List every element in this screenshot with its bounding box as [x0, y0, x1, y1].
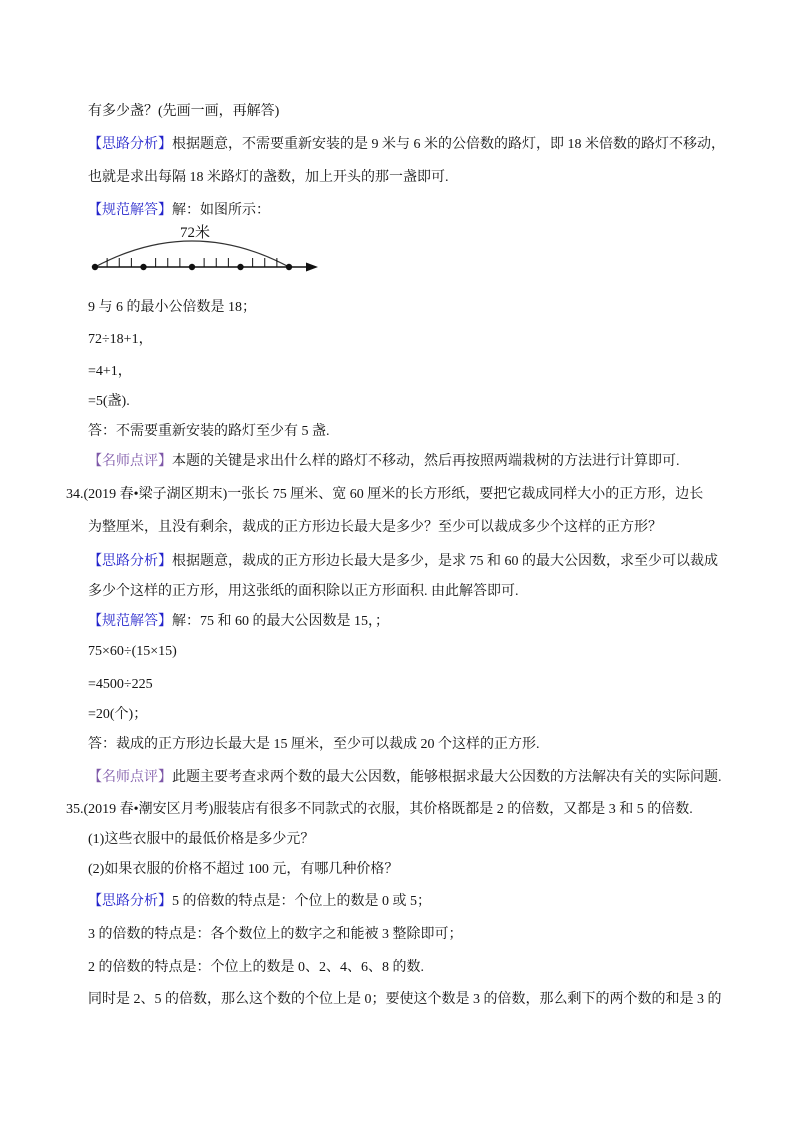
line-text: 72÷18+1，	[88, 332, 153, 347]
text-line	[88, 517, 662, 539]
text-line	[88, 451, 680, 473]
line-text: 解：75 和 60 的最大公因数是 15，；	[172, 614, 389, 629]
text-line	[88, 859, 398, 881]
line-text: 答：不需要重新安装的路灯至少有 5 盏.	[88, 424, 330, 439]
text-line	[88, 581, 519, 603]
text-line	[88, 674, 153, 696]
line-text: =20(个)；	[88, 707, 148, 722]
text-line	[88, 329, 153, 351]
lamp-dot	[92, 264, 98, 270]
section-label: 【名师点评】	[88, 454, 172, 469]
line-text: 此题主要考查求两个数的最大公因数，能够根据求最大公因数的方法解决有关的实际问题.	[172, 770, 722, 785]
line-text: 2 的倍数的特点是：个位上的数是 0、2、4、6、8 的数.	[88, 960, 424, 975]
text-line	[88, 134, 725, 156]
line-text: 也就是求出每隔 18 米路灯的盏数，加上开头的那一盏即可.	[88, 170, 449, 185]
lamp-dot	[140, 264, 146, 270]
text-line	[88, 361, 132, 383]
line-text: =5(盏).	[88, 394, 130, 409]
line-text: 多少个这样的正方形，用这张纸的面积除以正方形面积. 由此解答即可.	[88, 584, 519, 599]
arrowhead-icon	[306, 263, 318, 272]
line-text: 同时是 2、5 的倍数，那么这个数的个位上是 0；要使这个数是 3 的倍数，那么剩下的两个数的和是 3 的	[88, 992, 722, 1007]
line-text: 本题的关键是求出什么样的路灯不移动，然后再按照两端栽树的方法进行计算即可.	[172, 454, 680, 469]
text-line	[88, 297, 256, 319]
line-text: (2)如果衣服的价格不超过 100 元，有哪几种价格？	[88, 862, 399, 877]
lamp-dot	[286, 264, 292, 270]
text-line	[88, 957, 424, 979]
section-label: 【思路分析】	[88, 137, 172, 152]
line-text: 解：如图所示：	[172, 203, 270, 218]
line-text: =4500÷225	[88, 677, 153, 692]
line-text: =4+1，	[88, 364, 132, 379]
lamp-dots-and-ticks	[92, 258, 292, 270]
span-length-label: 72米	[179, 225, 211, 241]
text-line	[88, 200, 270, 222]
text-line	[88, 704, 147, 726]
span-arc	[95, 241, 289, 267]
text-line	[88, 101, 279, 123]
line-text: 根据题意，不需要重新安装的是 9 米与 6 米的公倍数的路灯，即 18 米倍数的路灯不移动，	[172, 137, 725, 152]
section-label: 【思路分析】	[88, 554, 172, 569]
line-text: 根据题意，裁成的正方形边长最大是多少，是求 75 和 60 的最大公因数，求至少可以裁成	[172, 554, 718, 569]
text-line	[88, 391, 130, 413]
line-text: 3 的倍数的特点是：各个数位上的数字之和能被 3 整除即可；	[88, 927, 463, 942]
section-label: 【规范解答】	[88, 203, 172, 218]
numberline-diagram	[82, 217, 322, 285]
text-line	[66, 484, 703, 506]
line-text: 答：裁成的正方形边长最大是 15 厘米，至少可以裁成 20 个这样的正方形.	[88, 737, 540, 752]
text-line	[88, 829, 314, 851]
section-label: 【思路分析】	[88, 894, 172, 909]
line-text: 9 与 6 的最小公倍数是 18；	[88, 300, 256, 315]
line-text: 5 的倍数的特点是：个位上的数是 0 或 5；	[172, 894, 431, 909]
text-line	[88, 421, 330, 443]
text-line	[88, 767, 722, 789]
section-label: 【规范解答】	[88, 614, 172, 629]
line-text: (1)这些衣服中的最低价格是多少元？	[88, 832, 315, 847]
section-label: 【名师点评】	[88, 770, 172, 785]
text-line	[88, 734, 540, 756]
text-line	[66, 799, 693, 821]
text-line	[88, 167, 449, 189]
text-line	[88, 641, 177, 663]
text-line	[88, 924, 463, 946]
line-text: 有多少盏？(先画一画，再解答)	[88, 104, 280, 119]
line-text: 75×60÷(15×15)	[88, 644, 177, 659]
lamp-dot	[189, 264, 195, 270]
lamp-dot	[237, 264, 243, 270]
text-line	[88, 989, 722, 1011]
text-line	[88, 891, 431, 913]
line-text: 为整厘米，且没有剩余，裁成的正方形边长最大是多少？至少可以裁成多少个这样的正方形？	[88, 520, 662, 535]
text-line	[88, 611, 389, 633]
line-text: 34.(2019 春•梁子湖区期末)一张长 75 厘米、宽 60 厘米的长方形纸，要把它裁成同样大小的正方形，边长	[66, 487, 704, 502]
text-line	[88, 551, 718, 573]
line-text: 35.(2019 春•潮安区月考)服装店有很多不同款式的衣服，其价格既都是 2 的倍数，又都是 3 和 5 的倍数.	[66, 802, 693, 817]
